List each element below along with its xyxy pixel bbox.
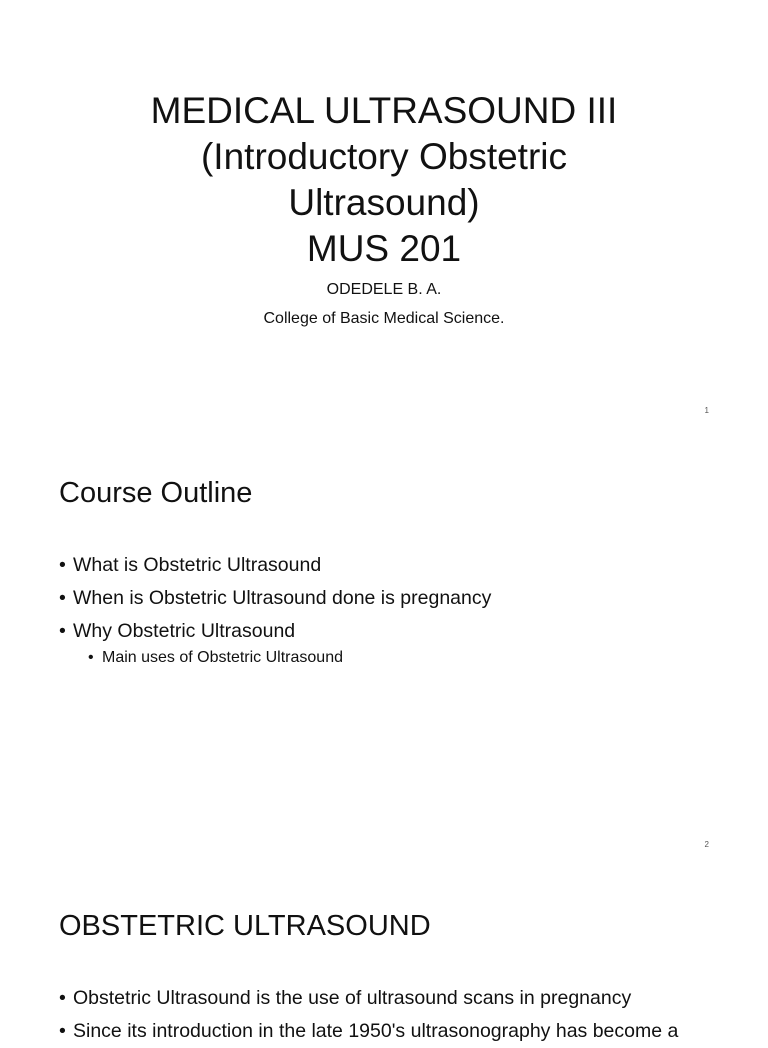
- bullet-item: • Why Obstetric Ultrasound: [59, 615, 491, 648]
- bullet-item: • Since its introduction in the late 1950's ultrasonography has become a: [59, 1015, 678, 1048]
- sub-bullet-item: • Main uses of Obstetric Ultrasound: [88, 648, 491, 668]
- college-name: College of Basic Medical Science.: [263, 310, 505, 327]
- slide-1: [0, 0, 768, 432]
- page-number: 2: [704, 840, 709, 849]
- bullet-item: • When is Obstetric Ultrasound done is pregnancy: [59, 582, 491, 615]
- bullet-item: • What is Obstetric Ultrasound: [59, 549, 491, 582]
- bullet-item: • Obstetric Ultrasound is the use of ultrasound scans in pregnancy: [59, 982, 678, 1015]
- bullet-list: [59, 982, 678, 1048]
- page-number: 1: [704, 406, 709, 415]
- title-line: MEDICAL ULTRASOUND III: [150, 90, 618, 131]
- slide-title: [0, 88, 768, 272]
- slide-3: [0, 866, 768, 1042]
- slide-heading: OBSTETRIC ULTRASOUND: [59, 910, 431, 942]
- slide-heading: Course Outline: [59, 477, 253, 509]
- title-line: Ultrasound): [288, 182, 480, 223]
- author-name: ODEDELE B. A.: [326, 281, 442, 298]
- bullet-list: [59, 549, 491, 668]
- title-line: MUS 201: [306, 228, 462, 269]
- title-line: (Introductory Obstetric: [200, 136, 567, 177]
- slide-2: [0, 433, 768, 865]
